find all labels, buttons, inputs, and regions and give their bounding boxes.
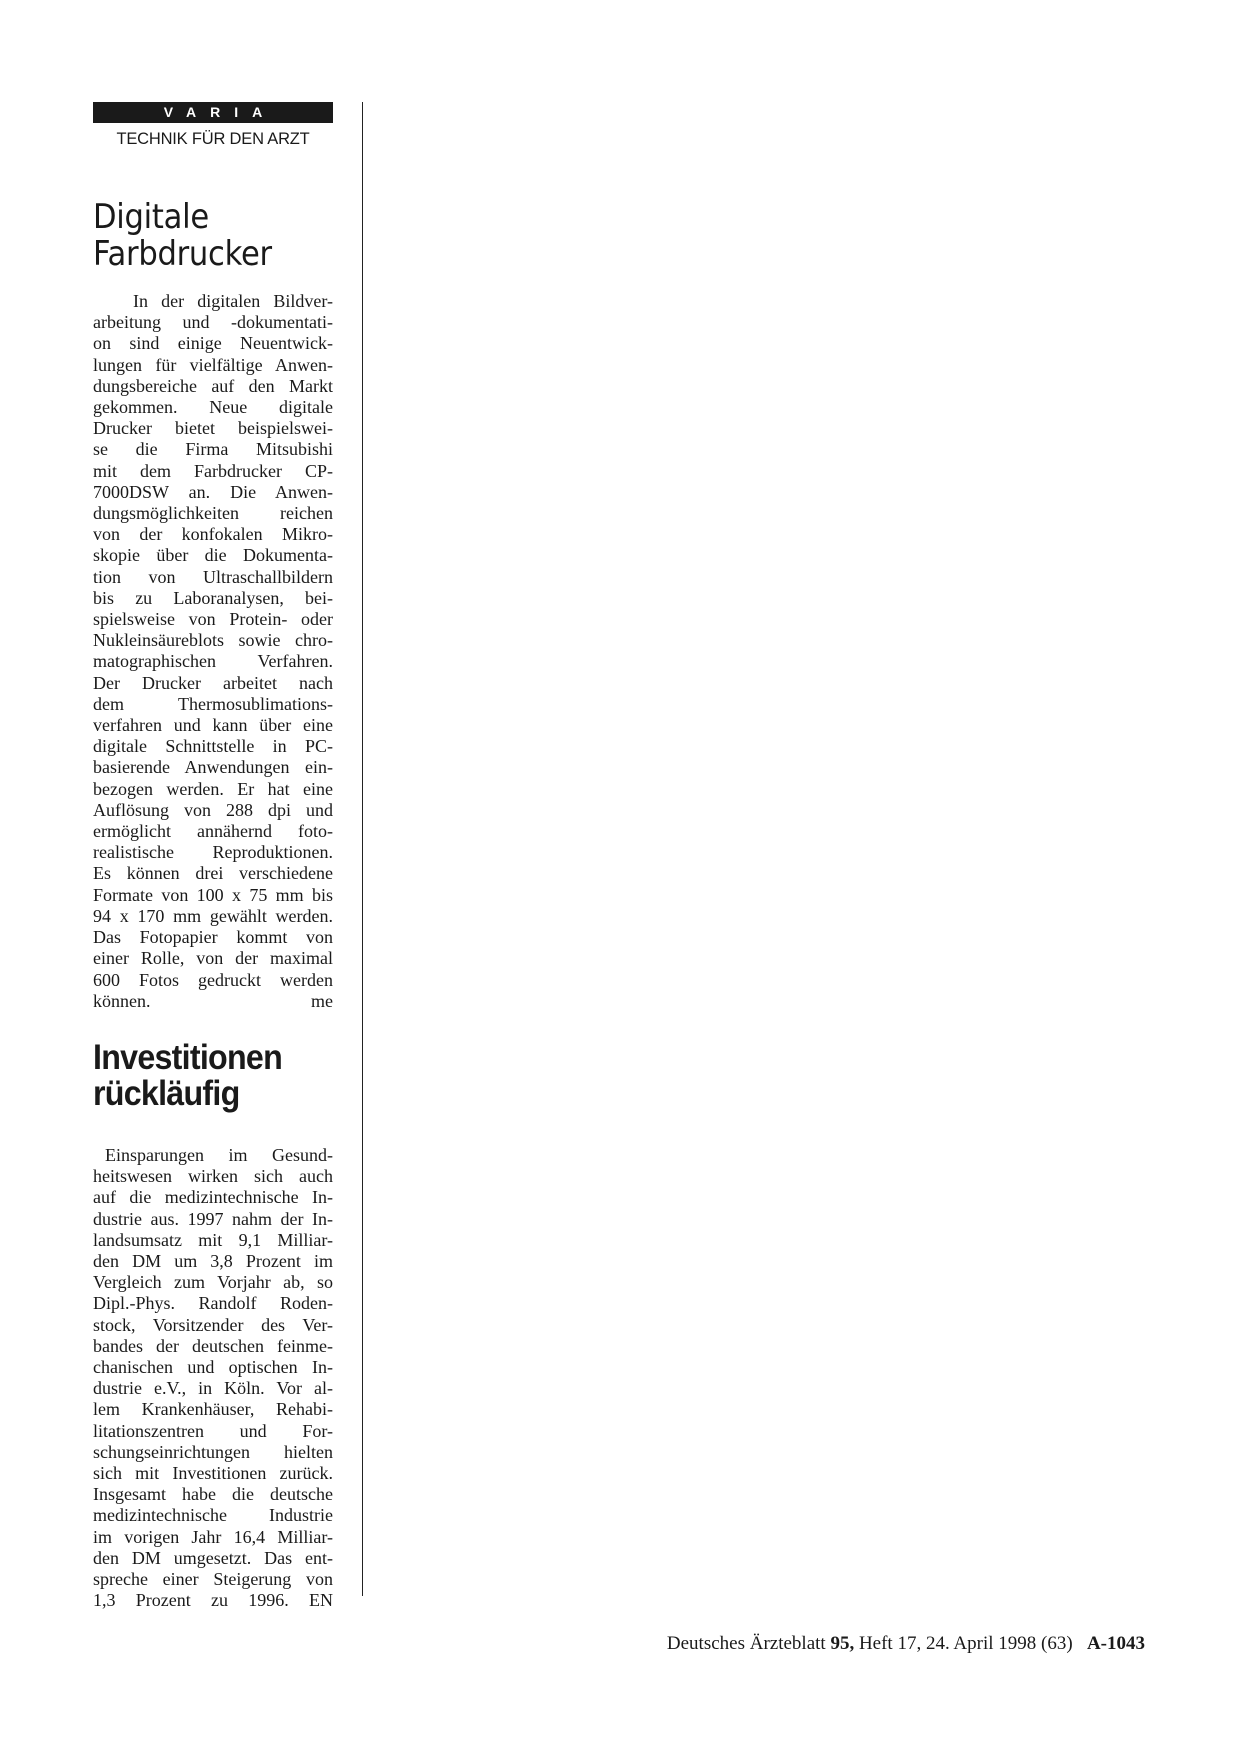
article1-body-line: 600 Fotos gedruckt werden (93, 969, 333, 990)
article1-body-line: realistische Reproduktionen. (93, 842, 333, 863)
page-footer (667, 1633, 1145, 1655)
footer-journal: Deutsches Ärzteblatt (666, 1633, 826, 1654)
article1-body-line: Auflösung von 288 dpi und (93, 799, 333, 820)
article2-body-line: spreche einer Steigerung von (93, 1568, 333, 1589)
article1-body-line: von der konfokalen Mikro- (93, 524, 333, 545)
article2-body-line: medizintechnische Industrie (93, 1505, 333, 1526)
article1-body-line: Es können drei verschiedene (93, 863, 333, 884)
footer-page-number: A-1043 (1086, 1633, 1145, 1654)
article2-body-line: den DM umgesetzt. Das ent- (93, 1547, 333, 1568)
article1-body-line: In der digitalen Bildver- (133, 291, 333, 311)
article1-body-line: basierende Anwendungen ein- (93, 757, 333, 778)
article1-body-line: bezogen werden. Er hat eine (93, 778, 333, 799)
article1-body-line: arbeitung und -dokumentati- (93, 312, 333, 333)
article2-headline (93, 1037, 314, 1113)
article1-body-line: 94 x 170 mm gewählt werden. (93, 905, 333, 926)
article1-body-line: se die Firma Mitsubishi (93, 439, 333, 460)
article2-headline-line2: rückläufig (93, 1073, 240, 1113)
article1-headline (93, 199, 309, 273)
article1-body-line: Drucker bietet beispielswei- (93, 418, 333, 439)
section-label-bar: VARIA (93, 102, 333, 123)
article2-body (93, 1145, 333, 1611)
article2-body-line: lem Krankenhäuser, Rehabi- (93, 1399, 333, 1420)
article2-body-line: schungseinrichtungen hielten (93, 1441, 333, 1462)
article1-body-line: skopie über die Dokumenta- (93, 545, 333, 566)
article1-body-line: spielsweise von Protein- oder (93, 609, 333, 630)
article1-body-line: on sind einige Neuentwick- (93, 333, 333, 354)
article2-body-line: Vergleich zum Vorjahr ab, so (93, 1272, 333, 1293)
footer-issue-info: Heft 17, 24. April 1998 (63) (858, 1633, 1073, 1654)
article1-body-line: dungsbereiche auf den Markt (93, 375, 333, 396)
article1-body-line: Formate von 100 x 75 mm bis (93, 884, 333, 905)
footer-volume: 95, (830, 1633, 855, 1654)
section-subtitle: TECHNIK FÜR DEN ARZT (116, 130, 310, 148)
article1-body-line: verfahren und kann über eine (93, 715, 333, 736)
article1-body-line: können. me (93, 990, 333, 1011)
article2-body-line: sich mit Investitionen zurück. (93, 1462, 333, 1483)
article1-body (93, 291, 333, 1012)
article1-body-line: digitale Schnittstelle in PC- (93, 736, 333, 757)
article2-body-line: bandes der deutschen feinme- (93, 1335, 333, 1356)
article1-body-line: matographischen Verfahren. (93, 651, 333, 672)
article2-body-line: Einsparungen im Gesund- (105, 1144, 333, 1165)
article2-body-line: heitswesen wirken sich auch (93, 1166, 333, 1187)
article2-body-line: litationszentren und For- (93, 1420, 333, 1441)
article-column (93, 102, 333, 1611)
article1-body-line: Das Fotopapier kommt von (93, 927, 333, 948)
article1-body-line: ermöglicht annähernd foto- (93, 821, 333, 842)
article1-body-line: tion von Ultraschallbildern (93, 566, 333, 587)
article1-body-line: Nukleinsäureblots sowie chro- (93, 630, 333, 651)
article2-body-line: dustrie e.V., in Köln. Vor al- (93, 1378, 333, 1399)
article1-headline-line2: Farbdrucker (93, 234, 272, 274)
article2-body-line: den DM um 3,8 Prozent im (93, 1250, 333, 1271)
article1-body-line: gekommen. Neue digitale (93, 397, 333, 418)
article2-body-line: Insgesamt habe die deutsche (93, 1484, 333, 1505)
article2-body-line: 1,3 Prozent zu 1996. EN (93, 1590, 333, 1611)
column-divider-rule (362, 102, 363, 1596)
article2-body-line: stock, Vorsitzender des Ver- (93, 1314, 333, 1335)
article2-headline-line1: Investitionen (93, 1037, 283, 1077)
article1-body-line: lungen für vielfältige Anwen- (93, 354, 333, 375)
article2-body-line: landsumsatz mit 9,1 Milliar- (93, 1229, 333, 1250)
article1-body-line: einer Rolle, von der maximal (93, 948, 333, 969)
article1-body-line: dem Thermosublimations- (93, 693, 333, 714)
article2-body-line: chanischen und optischen In- (93, 1356, 333, 1377)
article2-body-line: Dipl.-Phys. Randolf Roden- (93, 1293, 333, 1314)
article1-body-line: Der Drucker arbeitet nach (93, 672, 333, 693)
article1-body-line: 7000DSW an. Die Anwen- (93, 481, 333, 502)
article2-body-line: dustrie aus. 1997 nahm der In- (93, 1208, 333, 1229)
article1-body-line: dungsmöglichkeiten reichen (93, 503, 333, 524)
article1-body-line: mit dem Farbdrucker CP- (93, 460, 333, 481)
article2-body-line: auf die medizintechnische In- (93, 1187, 333, 1208)
article1-headline-line1: Digitale (93, 197, 209, 237)
article1-body-line: bis zu Laboranalysen, bei- (93, 587, 333, 608)
article2-body-line: im vorigen Jahr 16,4 Milliar- (93, 1526, 333, 1547)
